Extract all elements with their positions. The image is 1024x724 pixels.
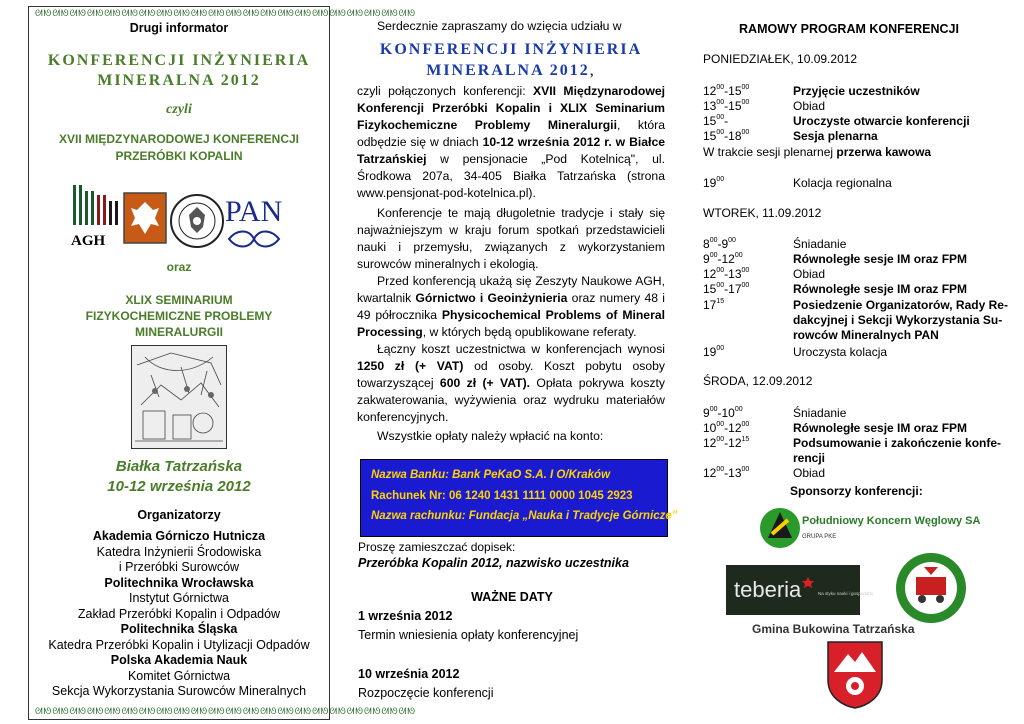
informator-label: Drugi informator	[129, 21, 229, 35]
paragraph-segment: XVII Międzynarodowej Konferencji Przeróbki Kopalin i XLIX Seminarium Fizykochemiczne Problemy Mineralurgii	[357, 84, 665, 132]
organizer-line: Akademia Górniczo Hutnicza	[92, 529, 266, 543]
schedule-time: $9^{00}-10^{00}$	[703, 406, 743, 420]
bank-name-line: Nazwa Banku: Bank PeKaO S.A. I O/Kraków	[371, 469, 611, 481]
left-title-line1: KONFERENCJI INŻYNIERIA	[47, 52, 311, 69]
place-label: Białka Tatrzańska	[115, 458, 243, 475]
pan-text: PAN	[225, 195, 283, 228]
pan-logo	[223, 187, 285, 257]
schedule-activity: Posiedzenie Organizatorów, Rady Re-	[793, 298, 1008, 312]
schedule-activity: Uroczyste otwarcie konferencji	[793, 114, 970, 128]
schedule-time: $12^{00}-12^{15}$	[703, 436, 750, 450]
paragraph-segment: oraz numery 48 i 49 półrocznika	[357, 291, 665, 322]
schedule-time	[703, 298, 724, 313]
paragraph-segment: od osoby. Koszt pobytu osoby towarzyszącej	[357, 359, 665, 390]
paragraph-segment: Physicochemical Problems of Mineral Processing	[357, 308, 665, 339]
pkw-sponsor-logo	[758, 504, 981, 552]
note-value: Przeróbka Kopalin 2012, nazwisko uczestnika	[358, 556, 629, 570]
bank-holder-line: Nazwa rachunku: Fundacja „Nauka i Tradycje Górnicze"	[371, 510, 678, 522]
paragraph-1	[357, 83, 665, 202]
time-start: $19^{00}$	[703, 176, 725, 190]
organizer-line: Polska Akademia Nauk	[110, 653, 248, 667]
dates-label: 10-12 września 2012	[107, 478, 251, 495]
time-start: $9^{00}$	[703, 252, 718, 266]
sem-line2: FIZYKOCHEMICZNE PROBLEMY	[85, 309, 273, 323]
schedule-time: $12^{00}-15^{00}$	[703, 84, 750, 98]
paragraph-segment: Konferencje te mają długoletnie tradycje i stały się najważniejszym w kraju forum spotkań przedstawicieli nauki i przemysłu, związanych z wykorzystaniem surowców mineralnych i ekologią.	[357, 206, 665, 271]
time-start: $12^{00}$	[703, 466, 725, 480]
paragraph-segment: Łączny koszt uczestnictwa w konferencjach wynosi	[377, 342, 665, 356]
czyli-label: czyli	[166, 102, 192, 117]
organizer-line: Sekcja Wykorzystania Surowców Mineralnych	[51, 684, 307, 698]
time-start: $15^{00}$	[703, 114, 725, 128]
schedule-time: $9^{00}-12^{00}$	[703, 252, 743, 266]
date1: 1 września 2012	[358, 609, 453, 623]
schedule-activity: dakcyjnej i Sekcji Wykorzystania Su-	[793, 313, 1003, 327]
bukowina-label: Gmina Bukowina Tatrzańska	[752, 622, 915, 636]
paragraph-segment: 600 zł (+ VAT).	[439, 376, 531, 390]
schedule-time	[703, 345, 724, 360]
day1-heading: PONIEDZIAŁEK, 10.09.2012	[703, 52, 858, 66]
schedule-activity: Przyjęcie uczestników	[793, 84, 920, 98]
agh-text: AGH	[71, 233, 106, 249]
top-ornament: ᘛᘚᘛᘚᘛᘚᘛᘚᘛᘚᘛᘚᘛᘚᘛᘚᘛᘚᘛᘚᘛᘚᘛᘚᘛᘚᘛᘚᘛᘚᘛᘚᘛᘚᘛᘚᘛᘚᘛᘚᘛᘚᘛᘚ	[35, 9, 416, 19]
left-title-line2: MINERALNA 2012	[97, 72, 261, 89]
schedule-activity: Równoległe sesje IM oraz FPM	[793, 282, 968, 296]
time-start: $10^{00}$	[703, 421, 725, 435]
conf-line2: PRZERÓBKI KOPALIN	[115, 149, 243, 163]
schedule-activity: Śniadanie	[793, 406, 847, 420]
time-start: $13^{00}$	[703, 99, 725, 113]
schedule-activity: Obiad	[793, 466, 826, 480]
intro-text: Serdecznie zapraszamy do wzięcia udziału w	[377, 19, 622, 33]
organizer-line: Zakład Przeróbki Kopalin i Odpadów	[77, 606, 281, 621]
time-start: $15^{00}$	[703, 129, 725, 143]
pkw-sub: GRUPA PKE	[802, 534, 837, 540]
schedule-time: $8^{00}-9^{00}$	[703, 237, 736, 251]
paragraph-segment: Górnictwo i Geoinżynieria	[415, 291, 568, 305]
bank-details-box	[360, 459, 678, 537]
schedule-time	[703, 176, 724, 191]
paragraph-segment: 1250 zł (+ VAT)	[357, 359, 464, 373]
date2-desc: Rozpoczęcie konferencji	[358, 686, 494, 700]
schedule-time: $15^{00}-18^{00}$	[703, 129, 750, 143]
day2-heading: WTOREK, 11.09.2012	[703, 206, 822, 220]
schedule-activity: rencji	[793, 451, 826, 465]
organizers-list	[29, 529, 329, 700]
organizer-line: Politechnika Wrocławska	[104, 575, 254, 590]
organizer-line: i Przeróbki Surowców	[118, 560, 240, 574]
time-start: $17^{15}$	[703, 298, 725, 312]
organizer-line: Komitet Górnictwa	[127, 668, 231, 683]
important-dates-heading: WAŻNE DATY	[471, 590, 553, 604]
paragraph-3	[357, 273, 665, 341]
paragraph-2	[357, 205, 665, 273]
coffee-break-note: W trakcie sesji plenarnej przerwa kawowa	[703, 145, 932, 159]
schedule-time: $10^{00}-12^{00}$	[703, 421, 750, 435]
middle-title-line1: KONFERENCJI INŻYNIERIA	[379, 41, 643, 58]
time-start: $15^{00}$	[703, 282, 725, 296]
teberia-text: teberia	[734, 577, 802, 602]
paragraph-segment: Przed konferencją ukażą się Zeszyty Naukowe AGH, kwartalnik	[357, 274, 665, 305]
paragraph-segment: czyli połączonych konferencji:	[357, 84, 533, 98]
schedule-time: $12^{00}-13^{00}$	[703, 267, 750, 281]
bank-account-line[interactable]: Rachunek Nr: 06 1240 1431 1111 0000 1045 2923	[371, 490, 633, 502]
schedule-activity: Śniadanie	[793, 237, 847, 251]
teberia-sponsor-logo	[726, 565, 874, 615]
middle-title-line2: MINERALNA 2012,	[426, 62, 596, 79]
schedule-activity: Podsumowanie i zakończenie konfe-	[793, 436, 1002, 450]
day3-heading: ŚRODA, 12.09.2012	[703, 374, 813, 388]
date1-desc: Termin wniesienia opłaty konferencyjnej	[358, 628, 579, 642]
schedule-activity: Równoległe sesje IM oraz FPM	[793, 421, 968, 435]
sem-line1: XLIX SEMINARIUM	[125, 293, 233, 307]
schedule-activity: Obiad	[793, 267, 826, 281]
time-start: $12^{00}$	[703, 267, 725, 281]
paragraph-segment: 10-12 września 2012 r. w Białce Tatrzańskiej	[357, 135, 666, 166]
time-start: $12^{00}$	[703, 436, 725, 450]
conf-line1: XVII MIĘDZYNARODOWEJ KONFERENCJI	[58, 132, 300, 146]
schedule-activity: Uroczysta kolacja	[793, 345, 888, 359]
time-start: $8^{00}$	[703, 237, 718, 251]
gornictwo-circle-logo	[894, 551, 968, 625]
bottom-ornament: ᘛᘚᘛᘚᘛᘚᘛᘚᘛᘚᘛᘚᘛᘚᘛᘚᘛᘚᘛᘚᘛᘚᘛᘚᘛᘚᘛᘚᘛᘚᘛᘚᘛᘚᘛᘚᘛᘚᘛᘚᘛᘚᘛᘚ	[35, 707, 416, 717]
schedule-activity: Sesja plenarna	[793, 129, 878, 143]
oraz-label: oraz	[166, 260, 192, 274]
time-start: $12^{00}$	[703, 84, 725, 98]
agh-logo	[69, 181, 129, 251]
time-start: $9^{00}$	[703, 406, 718, 420]
schedule-time: $15^{00}-$	[703, 114, 729, 128]
schedule-activity: Obiad	[793, 99, 826, 113]
schedule-activity: Równoległe sesje IM oraz FPM	[793, 252, 968, 266]
silesian-seal-logo	[169, 193, 225, 249]
schedule-activity: rowców Mineralnych PAN	[793, 328, 939, 342]
mining-engraving-image	[131, 345, 227, 449]
date2: 10 września 2012	[358, 667, 460, 681]
paragraph-segment: w pensjonacie „Pod Kotelnicą", ul. Środkowa 207a, 34-405 Białka Tatrzańska (strona www.pensjonat-pod-kotelnica.pl).	[357, 152, 665, 200]
paragraph-segment: Opłata pokrywa koszty zakwaterowania, wyżywienia oraz wydruku materiałów konferencyjnych.	[357, 376, 665, 424]
time-start: $19^{00}$	[703, 345, 725, 359]
sem-line3: MINERALURGII	[135, 325, 223, 339]
pkw-text: Południowy Koncern Węglowy SA	[802, 515, 981, 527]
organizer-line: Politechnika Śląska	[120, 622, 238, 636]
note-label: Proszę zamieszczać dopisek:	[358, 540, 516, 554]
schedule-time: $15^{00}-17^{00}$	[703, 282, 750, 296]
sponsors-heading: Sponsorzy konferencji:	[790, 484, 923, 498]
organizers-heading: Organizatorzy	[137, 508, 221, 522]
organizer-line: Katedra Inżynierii Środowiska	[96, 544, 262, 559]
wroclaw-eagle-logo	[123, 192, 167, 244]
bukowina-coat-of-arms	[826, 640, 884, 710]
schedule-time: $12^{00}-13^{00}$	[703, 466, 750, 480]
program-heading: RAMOWY PROGRAM KONFERENCJI	[739, 22, 959, 36]
paragraph-segment: , która odbędzie się w dniach	[357, 118, 665, 149]
schedule-time: $13^{00}-15^{00}$	[703, 99, 750, 113]
paragraph-4	[357, 341, 665, 426]
middle-panel	[357, 18, 665, 445]
paragraph-5: Wszystkie opłaty należy wpłacić na konto:	[377, 429, 604, 443]
teberia-sub: Na styku nauki i gospodarki	[818, 591, 874, 596]
organizer-line: Instytut Górnictwa	[128, 591, 230, 605]
schedule-activity: Kolacja regionalna	[793, 176, 892, 190]
paragraph-segment: , w których będą opublikowane referaty.	[422, 325, 637, 339]
organizer-line: Katedra Przeróbki Kopalin i Utylizacji Odpadów	[48, 637, 310, 652]
